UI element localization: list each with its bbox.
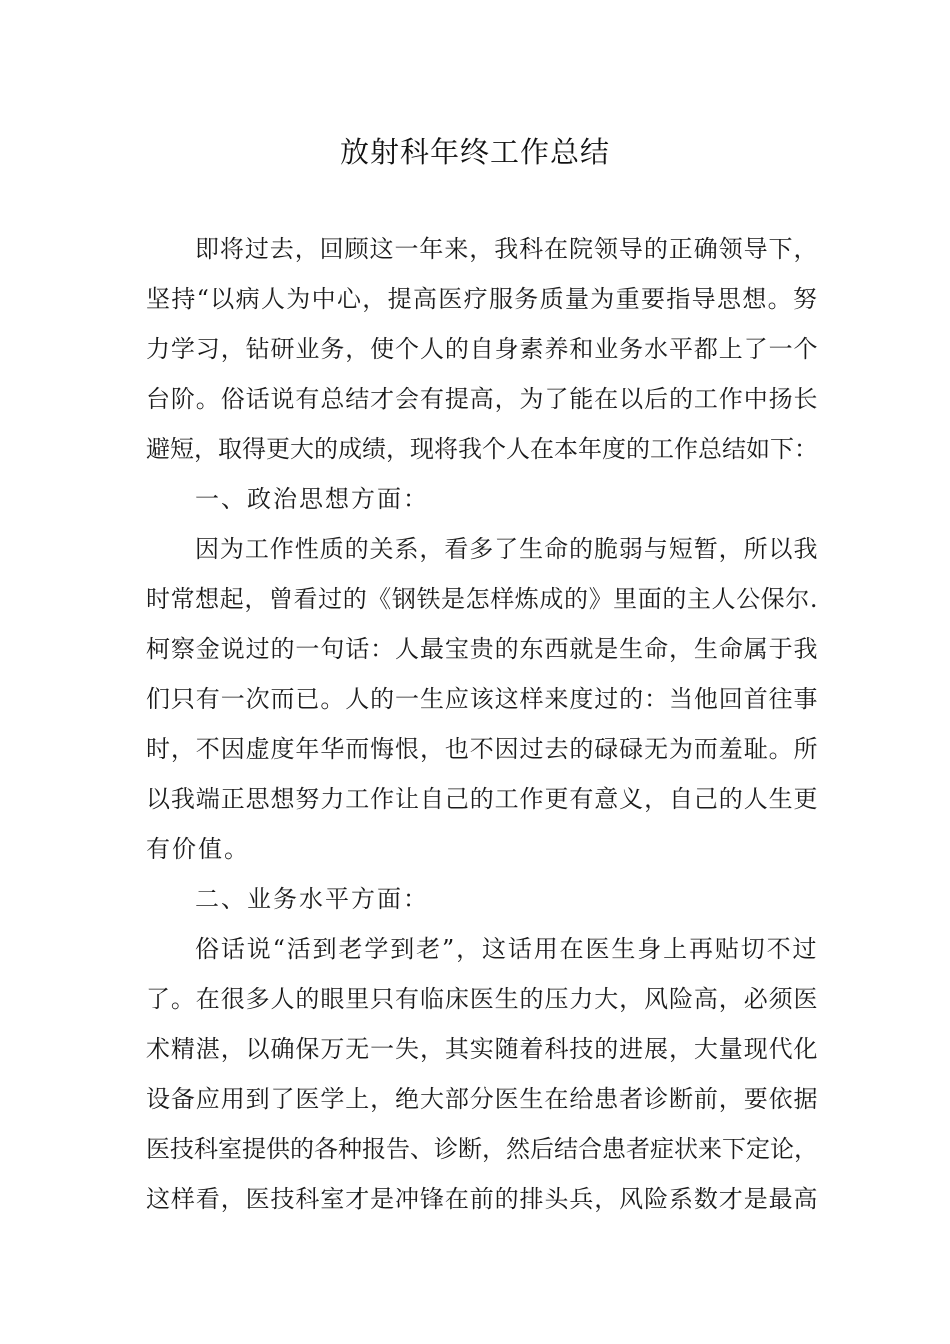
- body-line: 这样看，医技科室才是冲锋在前的排头兵，风险系数才是最高: [146, 1185, 818, 1213]
- body-line: 因为工作性质的关系，看多了生命的脆弱与短暂，所以我: [195, 535, 818, 563]
- body-line: 们只有一次而已。人的一生应该这样来度过的：当他回首往事: [146, 685, 818, 713]
- document-title: 放射科年终工作总结: [339, 135, 610, 169]
- body-line: 一、政治思想方面：: [195, 485, 429, 513]
- body-line: 避短，取得更大的成绩，现将我个人在本年度的工作总结如下：: [146, 435, 818, 463]
- body-line: 时，不因虚度年华而悔恨，也不因过去的碌碌无为而羞耻。所: [146, 735, 818, 763]
- body-line: 二、业务水平方面：: [195, 885, 429, 913]
- body-line: 时常想起，曾看过的《钢铁是怎样炼成的》里面的主人公保尔.: [146, 585, 818, 613]
- body-line: 以我端正思想努力工作让自己的工作更有意义，自己的人生更: [146, 785, 818, 813]
- body-line: 俗话说“活到老学到老”，这话用在医生身上再贴切不过: [195, 935, 818, 963]
- body-line: 台阶。俗话说有总结才会有提高，为了能在以后的工作中扬长: [146, 385, 818, 413]
- body-line: 设备应用到了医学上，绝大部分医生在给患者诊断前，要依据: [146, 1085, 818, 1113]
- body-line: 力学习，钻研业务，使个人的自身素养和业务水平都上了一个: [146, 335, 818, 363]
- body-line: 了。在很多人的眼里只有临床医生的压力大，风险高，必须医: [146, 985, 818, 1013]
- body-line: 医技科室提供的各种报告、诊断，然后结合患者症状来下定论，: [146, 1135, 818, 1163]
- body-line: 坚持“以病人为中心，提高医疗服务质量为重要指导思想。努: [146, 285, 818, 313]
- body-line: 即将过去，回顾这一年来，我科在院领导的正确领导下，: [195, 235, 818, 263]
- body-line: 柯察金说过的一句话：人最宝贵的东西就是生命，生命属于我: [146, 635, 818, 663]
- body-line: 有价值。: [146, 835, 250, 863]
- body-line: 术精湛，以确保万无一失，其实随着科技的进展，大量现代化: [146, 1035, 818, 1063]
- document-body: [146, 224, 818, 1224]
